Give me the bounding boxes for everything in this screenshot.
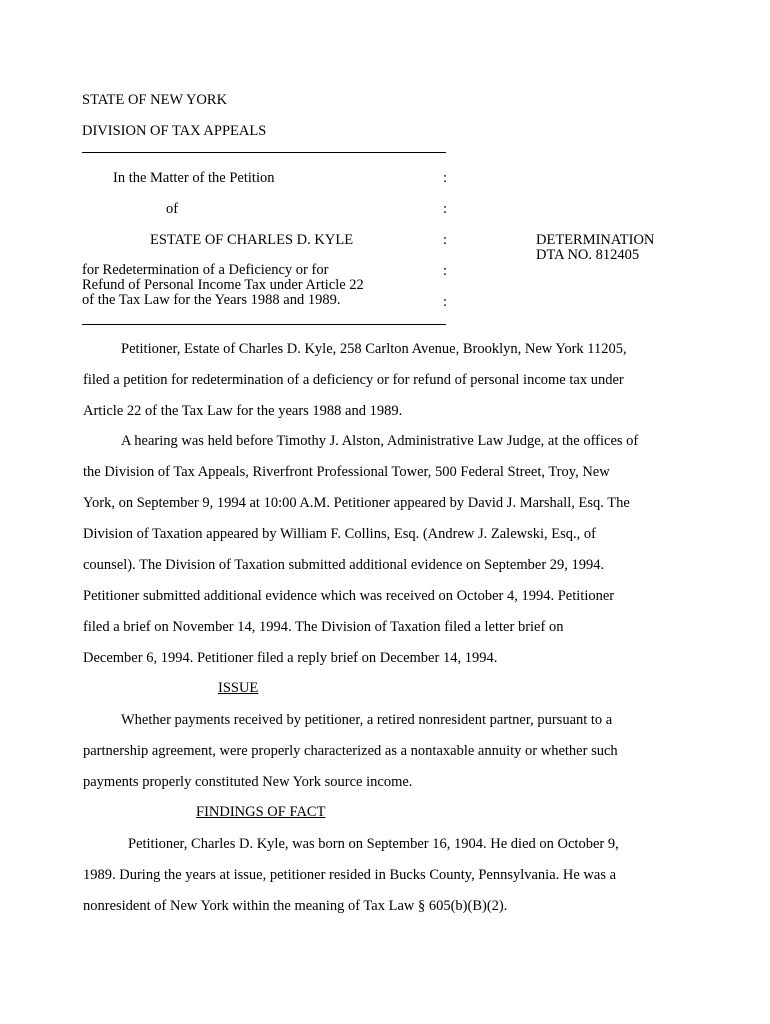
division-heading: DIVISION OF TAX APPEALS <box>82 123 267 139</box>
caption-of: of <box>166 201 179 217</box>
body-line: December 6, 1994. Petitioner filed a reply brief on December 14, 1994. <box>83 650 498 666</box>
body-line: Petitioner, Estate of Charles D. Kyle, 258 Carlton Avenue, Brooklyn, New York 11205, <box>121 341 627 357</box>
dta-number: DTA NO. 812405 <box>536 247 640 263</box>
caption-colon: : <box>443 263 448 279</box>
body-line: filed a petition for redetermination of a deficiency or for refund of personal income tax under <box>83 372 624 388</box>
body-line: payments properly constituted New York source income. <box>83 774 413 790</box>
body-line: nonresident of New York within the meaning of Tax Law § 605(b)(B)(2). <box>83 898 508 914</box>
body-line: A hearing was held before Timothy J. Alston, Administrative Law Judge, at the offices of <box>121 433 639 449</box>
body-line: Petitioner submitted additional evidence which was received on October 4, 1994. Petitioner <box>83 588 615 604</box>
state-heading: STATE OF NEW YORK <box>82 92 228 108</box>
caption-colon: : <box>443 201 448 217</box>
body-line: Article 22 of the Tax Law for the years 1988 and 1989. <box>83 403 403 419</box>
caption-top-rule <box>82 152 446 153</box>
determination-label: DETERMINATION <box>536 232 655 248</box>
body-line: York, on September 9, 1994 at 10:00 A.M. Petitioner appeared by David J. Marshall, Esq. The <box>83 495 630 511</box>
body-line: counsel). The Division of Taxation submitted additional evidence on September 29, 1994. <box>83 557 605 573</box>
caption-colon: : <box>443 294 448 310</box>
caption-colon: : <box>443 232 448 248</box>
body-line: partnership agreement, were properly characterized as a nontaxable annuity or whether such <box>83 743 618 759</box>
issue-heading: ISSUE <box>218 680 259 696</box>
body-line: the Division of Tax Appeals, Riverfront Professional Tower, 500 Federal Street, Troy, New <box>83 464 610 480</box>
caption-purpose-line: Refund of Personal Income Tax under Article 22 <box>82 277 364 293</box>
body-line: 1989. During the years at issue, petitioner resided in Bucks County, Pennsylvania. He was a <box>83 867 617 883</box>
caption-matter: In the Matter of the Petition <box>113 170 275 186</box>
body-line: Division of Taxation appeared by William F. Collins, Esq. (Andrew J. Zalewski, Esq., of <box>83 526 596 542</box>
caption-petitioner-name: ESTATE OF CHARLES D. KYLE <box>150 232 354 248</box>
caption-purpose-line: of the Tax Law for the Years 1988 and 1989. <box>82 292 341 308</box>
caption-bottom-rule <box>82 324 446 325</box>
body-line: filed a brief on November 14, 1994. The Division of Taxation filed a letter brief on <box>83 619 564 635</box>
body-line: Whether payments received by petitioner, a retired nonresident partner, pursuant to a <box>121 712 613 728</box>
findings-heading: FINDINGS OF FACT <box>196 804 326 820</box>
caption-colon: : <box>443 170 448 186</box>
caption-purpose-line: for Redetermination of a Deficiency or for <box>82 262 329 278</box>
body-line: Petitioner, Charles D. Kyle, was born on September 16, 1904. He died on October 9, <box>128 836 619 852</box>
